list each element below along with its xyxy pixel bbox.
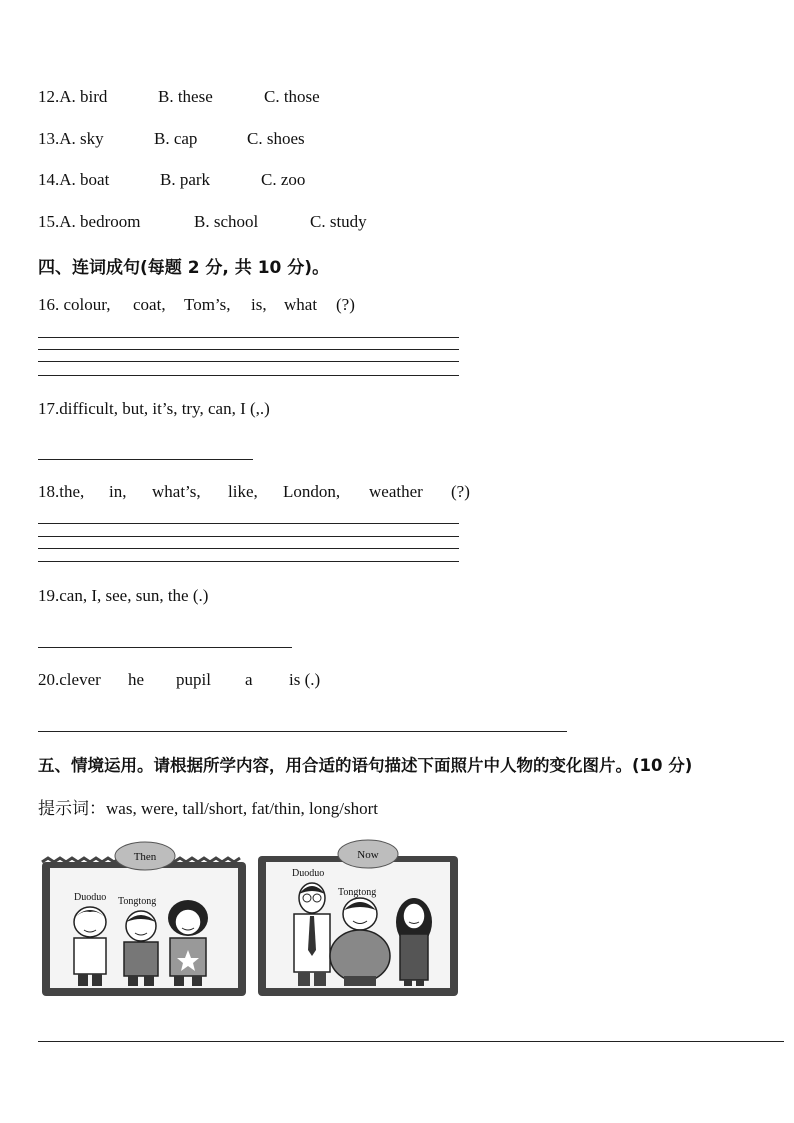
- now-picture: [254, 838, 462, 1000]
- question-14: [38, 170, 306, 190]
- answer-line: [38, 536, 459, 537]
- answer-line: [38, 375, 459, 376]
- option-a: A. bird: [59, 87, 108, 106]
- then-picture: [38, 838, 250, 1000]
- hint-words: 提示词：was, were, tall/short, fat/thin, long/short: [38, 799, 378, 818]
- question-number: 14.: [38, 170, 60, 189]
- then-label: Then: [133, 851, 157, 863]
- answer-line: [38, 337, 459, 338]
- child-figure: [168, 900, 208, 986]
- adult-figure: [294, 883, 330, 986]
- word: colour,: [63, 295, 111, 314]
- option-c: C. shoes: [247, 129, 305, 148]
- question-19: [38, 586, 208, 606]
- question-number: 15.: [38, 212, 60, 231]
- option-a: A. boat: [59, 170, 110, 189]
- question-15: [38, 212, 367, 232]
- child-figure: [124, 911, 158, 986]
- option-b: B. park: [160, 170, 211, 189]
- question-number: 18.: [38, 482, 60, 501]
- punctuation: (?): [336, 295, 355, 314]
- child-figure: [74, 907, 106, 986]
- question-12: [38, 87, 320, 107]
- answer-line: [38, 731, 567, 732]
- option-c: C. zoo: [261, 170, 306, 189]
- question-number: 17.: [38, 399, 60, 418]
- word: is,: [251, 295, 267, 314]
- then-name-tongtong: Tongtong: [118, 896, 157, 907]
- option-b: B. cap: [154, 129, 198, 148]
- section-4-title: 四、连词成句(每题 2 分, 共 10 分)。: [38, 258, 330, 278]
- answer-line: [38, 361, 459, 362]
- answer-line: [38, 561, 459, 562]
- word: like,: [228, 482, 258, 501]
- answer-line: [38, 349, 459, 350]
- question-13: [38, 129, 305, 149]
- answer-line: [38, 1041, 784, 1042]
- option-c: C. those: [264, 87, 320, 106]
- word: in,: [109, 482, 127, 501]
- word: weather: [369, 482, 423, 501]
- answer-line: [38, 459, 253, 460]
- question-20: [38, 670, 321, 690]
- section-5-title: 五、情境运用。请根据所学内容，用合适的语句描述下面照片中人物的变化图片。(10 分): [38, 756, 693, 775]
- word: Tom’s,: [184, 295, 231, 314]
- question-words: difficult, but, it’s, try, can, I (,.): [59, 399, 270, 418]
- option-b: B. school: [194, 212, 259, 231]
- then-name-duoduo: Duoduo: [74, 892, 107, 903]
- answer-line: [38, 548, 459, 549]
- option-a: A. bedroom: [59, 212, 141, 231]
- word: what’s,: [152, 482, 201, 501]
- question-16: [38, 295, 355, 315]
- now-label: Now: [357, 849, 379, 861]
- question-number: 13.: [38, 129, 60, 148]
- question-words: can, I, see, sun, the (.): [59, 586, 209, 605]
- word: he: [128, 670, 145, 689]
- word: London,: [283, 482, 341, 501]
- question-number: 12.: [38, 87, 60, 106]
- option-a: A. sky: [59, 129, 104, 148]
- word: is (.): [289, 670, 321, 689]
- word: a: [245, 670, 253, 689]
- word: the,: [59, 482, 85, 501]
- question-18: [38, 482, 470, 502]
- question-number: 19.: [38, 586, 60, 605]
- question-number: 20.: [38, 670, 60, 689]
- adult-figure: [396, 898, 432, 986]
- question-number: 16.: [38, 295, 60, 314]
- word: pupil: [176, 670, 211, 689]
- word: clever: [59, 670, 101, 689]
- answer-line: [38, 647, 292, 648]
- now-name-tongtong: Tongtong: [338, 887, 377, 898]
- question-17: [38, 399, 270, 419]
- option-c: C. study: [310, 212, 367, 231]
- word: what: [284, 295, 318, 314]
- punctuation: (?): [451, 482, 470, 501]
- now-name-duoduo: Duoduo: [292, 868, 325, 879]
- answer-line: [38, 523, 459, 524]
- word: coat,: [133, 295, 166, 314]
- option-b: B. these: [158, 87, 213, 106]
